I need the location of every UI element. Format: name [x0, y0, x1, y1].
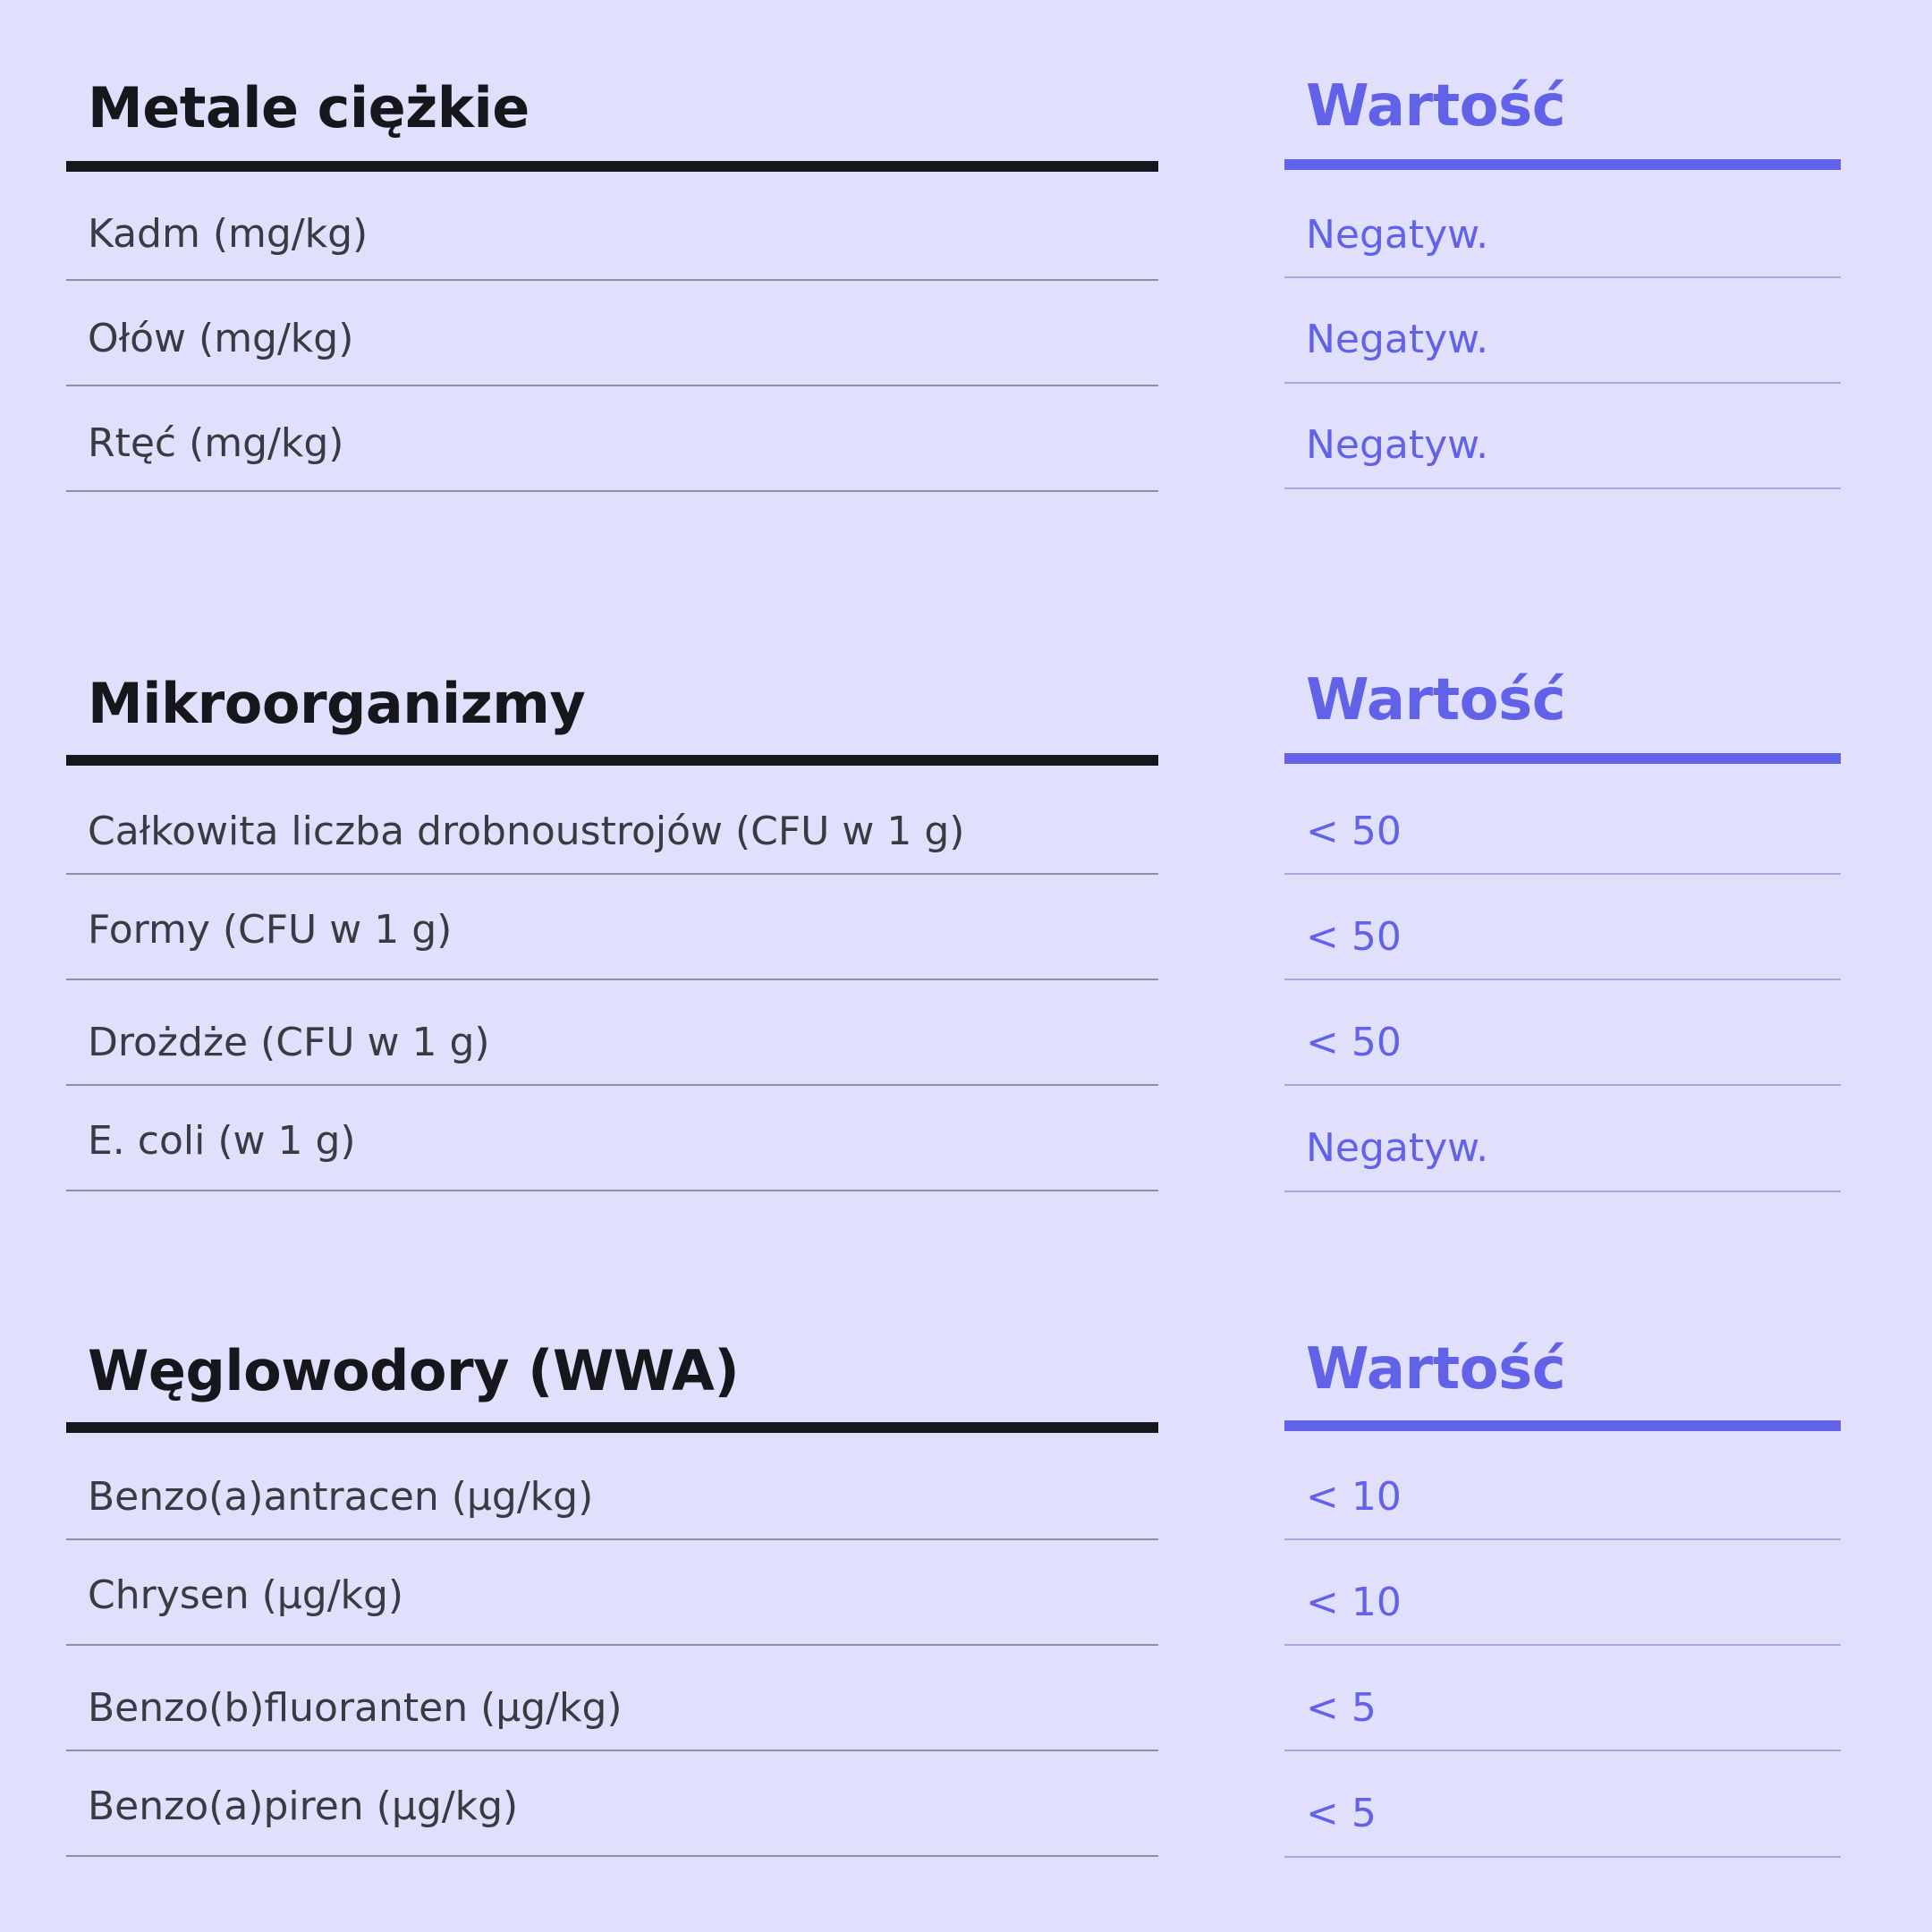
- table-row: [66, 1540, 1842, 1646]
- row-label: Całkowita liczba drobnoustrojów (CFU w 1 g): [88, 809, 965, 854]
- table-row: [66, 1086, 1842, 1191]
- row-label: Formy (CFU w 1 g): [88, 907, 453, 953]
- row-divider-accent: [1284, 487, 1841, 489]
- section-title: Węglowodory (WWA): [88, 1338, 740, 1403]
- row-value: < 5: [1306, 1791, 1377, 1836]
- row-divider: [66, 490, 1158, 492]
- row-value: Negatyw.: [1306, 212, 1489, 258]
- row-label: Rtęć (mg/kg): [88, 420, 344, 466]
- value-column-header: Wartość: [1306, 73, 1566, 140]
- row-divider-accent: [1284, 276, 1841, 278]
- section-header: [66, 596, 1842, 775]
- row-divider: [66, 1190, 1158, 1191]
- row-value: Negatyw.: [1306, 1125, 1489, 1171]
- row-label: Kadm (mg/kg): [88, 211, 369, 257]
- table-row: [66, 1751, 1842, 1857]
- row-divider-accent: [1284, 1856, 1841, 1858]
- row-value: Negatyw.: [1306, 422, 1489, 468]
- row-value: < 5: [1306, 1685, 1377, 1731]
- value-column-header: Wartość: [1306, 667, 1566, 733]
- header-rule-dark: [66, 161, 1158, 172]
- table-row: [66, 1435, 1842, 1540]
- table-row: [66, 875, 1842, 980]
- table-row: [66, 386, 1842, 492]
- section-hydrocarbons: [66, 1263, 1842, 1836]
- header-rule-accent: [1284, 1420, 1841, 1431]
- header-rule-dark: [66, 1422, 1158, 1433]
- row-value: < 10: [1306, 1580, 1402, 1625]
- row-label: Benzo(b)fluoranten (µg/kg): [88, 1685, 623, 1731]
- header-rule-dark: [66, 755, 1158, 766]
- row-divider-accent: [1284, 1191, 1841, 1192]
- value-column-header: Wartość: [1306, 1336, 1566, 1402]
- section-title: Metale ciężkie: [88, 75, 530, 140]
- table-row: [66, 175, 1842, 281]
- section-title: Mikroorganizmy: [88, 671, 586, 736]
- table-row: [66, 1646, 1842, 1751]
- row-value: < 50: [1306, 914, 1402, 960]
- row-label: Drożdże (CFU w 1 g): [88, 1020, 490, 1065]
- table-row: [66, 980, 1842, 1086]
- section-heavy-metals: [66, 0, 1842, 468]
- row-value: < 10: [1306, 1474, 1402, 1520]
- header-rule-accent: [1284, 753, 1841, 764]
- row-divider-accent: [1284, 382, 1841, 384]
- section-microorganisms: [66, 596, 1842, 1171]
- row-value: < 50: [1306, 1020, 1402, 1065]
- row-divider: [66, 1855, 1158, 1857]
- row-label: Chrysen (µg/kg): [88, 1572, 404, 1618]
- table-row: [66, 769, 1842, 875]
- table-row: [66, 281, 1842, 386]
- row-label: Benzo(a)antracen (µg/kg): [88, 1474, 594, 1520]
- row-label: E. coli (w 1 g): [88, 1118, 356, 1164]
- section-header: [66, 1263, 1842, 1442]
- row-label: Benzo(a)piren (µg/kg): [88, 1784, 519, 1829]
- section-header: [66, 0, 1842, 179]
- row-label: Ołów (mg/kg): [88, 316, 354, 361]
- row-value: Negatyw.: [1306, 317, 1489, 362]
- row-value: < 50: [1306, 809, 1402, 854]
- header-rule-accent: [1284, 159, 1841, 170]
